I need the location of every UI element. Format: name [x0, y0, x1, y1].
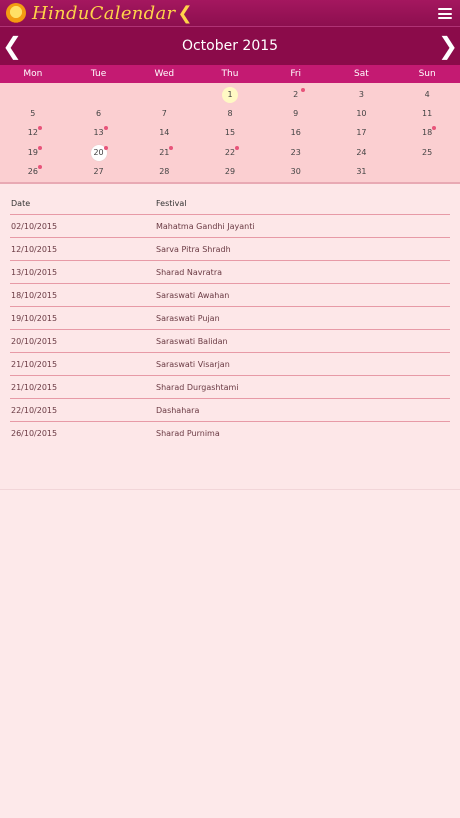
festival-dot-icon — [38, 165, 42, 169]
festival-date: 19/10/2015 — [11, 313, 58, 323]
calendar-day-number: 21 — [156, 145, 172, 161]
calendar-day-number: 10 — [356, 109, 367, 119]
calendar-grid — [0, 83, 460, 184]
hamburger-menu-icon[interactable] — [438, 8, 452, 19]
calendar-day[interactable] — [394, 143, 460, 162]
calendar-day-number: 25 — [422, 147, 433, 157]
calendar-day-number: 17 — [356, 128, 367, 138]
calendar-day-number: 4 — [424, 89, 430, 99]
weekday-sat: Sat — [354, 69, 369, 79]
festival-date: 18/10/2015 — [11, 290, 58, 300]
calendar-day-number: 1 — [222, 87, 238, 103]
calendar-day-number: 26 — [25, 164, 41, 180]
festival-name: Saraswati Visarjan — [156, 359, 230, 369]
festival-date: 22/10/2015 — [11, 405, 58, 415]
calendar-day-number: 12 — [25, 125, 41, 141]
ganesha-logo-icon — [6, 3, 26, 23]
festival-date: 12/10/2015 — [11, 244, 58, 254]
calendar-day[interactable] — [329, 104, 395, 123]
festival-row[interactable] — [10, 261, 450, 284]
festival-name: Sarva Pitra Shradh — [156, 244, 231, 254]
festival-dot-icon — [38, 126, 42, 130]
weekday-header — [0, 65, 460, 83]
festival-dot-icon — [104, 146, 108, 150]
festival-row[interactable] — [10, 215, 450, 238]
weekday-sun: Sun — [418, 69, 436, 79]
calendar-day[interactable] — [263, 104, 329, 123]
festival-dot-icon — [301, 88, 305, 92]
calendar-day-number: 3 — [358, 89, 364, 99]
calendar-day[interactable] — [131, 143, 197, 162]
calendar-day-number: 23 — [290, 147, 301, 157]
calendar-empty-cell — [131, 85, 197, 104]
calendar-day[interactable] — [131, 104, 197, 123]
calendar-day[interactable] — [66, 163, 132, 182]
month-navigation-bar — [0, 26, 460, 65]
next-month-button[interactable]: ❯ — [437, 32, 459, 60]
calendar-day[interactable] — [0, 104, 66, 123]
calendar-day-number: 20 — [91, 145, 107, 161]
calendar-day-number: 2 — [288, 87, 304, 103]
calendar-day-number: 14 — [159, 128, 170, 138]
festival-row[interactable] — [10, 399, 450, 422]
weekday-thu: Thu — [221, 69, 239, 79]
calendar-day[interactable] — [131, 163, 197, 182]
calendar-day-number: 6 — [96, 109, 102, 119]
calendar-day[interactable] — [329, 163, 395, 182]
calendar-day-number: 11 — [422, 109, 433, 119]
calendar-empty-cell — [66, 85, 132, 104]
weekday-mon: Mon — [23, 69, 43, 79]
festival-name: Saraswati Awahan — [156, 290, 230, 300]
calendar-day-number: 18 — [419, 125, 435, 141]
calendar-day-number: 28 — [159, 167, 170, 177]
chevron-left-icon[interactable]: ❮ — [177, 2, 193, 24]
calendar-day[interactable] — [197, 124, 263, 143]
calendar-day-number: 27 — [93, 167, 104, 177]
festival-row[interactable] — [10, 330, 450, 353]
calendar-day[interactable] — [394, 104, 460, 123]
festival-date: 02/10/2015 — [11, 221, 58, 231]
festival-dot-icon — [235, 146, 239, 150]
festival-row[interactable] — [10, 238, 450, 261]
festival-rows — [10, 215, 450, 444]
festival-row[interactable] — [10, 376, 450, 399]
festival-name: Sharad Purnima — [156, 428, 220, 438]
festival-row[interactable] — [10, 353, 450, 376]
top-bar — [0, 0, 460, 26]
date-column-header: Date — [11, 198, 31, 208]
calendar-day[interactable] — [131, 124, 197, 143]
festival-date: 21/10/2015 — [11, 382, 58, 392]
calendar-empty-cell — [394, 163, 460, 182]
calendar-day[interactable] — [197, 163, 263, 182]
festival-name: Saraswati Pujan — [156, 313, 220, 323]
calendar-day-number: 15 — [224, 128, 236, 138]
festival-table-header — [10, 192, 450, 215]
festival-column-header: Festival — [156, 198, 187, 208]
calendar-day-number: 5 — [30, 109, 36, 119]
calendar-day[interactable] — [66, 143, 132, 162]
calendar-day[interactable] — [0, 163, 66, 182]
calendar-day-number: 8 — [227, 109, 233, 119]
month-title: October 2015 — [181, 38, 279, 54]
calendar-day-number: 7 — [161, 109, 167, 119]
calendar-empty-cell — [0, 85, 66, 104]
calendar-day[interactable] — [0, 124, 66, 143]
calendar-day[interactable] — [0, 143, 66, 162]
festival-dot-icon — [38, 146, 42, 150]
calendar-day[interactable] — [394, 124, 460, 143]
calendar-day-number: 22 — [222, 145, 238, 161]
calendar-day-number: 16 — [290, 128, 301, 138]
calendar-day[interactable] — [66, 124, 132, 143]
calendar-day[interactable] — [329, 124, 395, 143]
festival-date: 21/10/2015 — [11, 359, 58, 369]
festival-row[interactable] — [10, 284, 450, 307]
calendar-day-number: 24 — [356, 147, 367, 157]
calendar-day-number: 19 — [25, 145, 41, 161]
calendar-day[interactable] — [197, 143, 263, 162]
festival-row[interactable] — [10, 422, 450, 444]
calendar-day[interactable] — [394, 85, 460, 104]
calendar-day[interactable] — [263, 124, 329, 143]
calendar-day[interactable] — [197, 104, 263, 123]
app-title: HinduCalendar — [32, 2, 176, 24]
festival-date: 13/10/2015 — [11, 267, 58, 277]
festival-name: Sharad Navratra — [156, 267, 223, 277]
weekday-tue: Tue — [90, 69, 107, 79]
calendar-day-number: 30 — [290, 167, 301, 177]
calendar-day[interactable] — [263, 163, 329, 182]
calendar-day[interactable] — [197, 85, 263, 104]
festival-name: Mahatma Gandhi Jayanti — [156, 221, 255, 231]
calendar-day[interactable] — [329, 85, 395, 104]
calendar-day[interactable] — [263, 143, 329, 162]
calendar-day[interactable] — [329, 143, 395, 162]
festival-dot-icon — [169, 146, 173, 150]
weekday-wed: Wed — [154, 69, 175, 79]
festival-table — [0, 184, 460, 444]
festival-name: Sharad Durgashtami — [156, 382, 239, 392]
calendar-day[interactable] — [263, 85, 329, 104]
previous-month-button[interactable]: ❮ — [1, 32, 23, 60]
calendar-day-number: 31 — [356, 167, 367, 177]
festival-dot-icon — [104, 126, 108, 130]
festival-name: Dashahara — [156, 405, 200, 415]
festival-name: Saraswati Balidan — [156, 336, 228, 346]
calendar-day[interactable] — [66, 104, 132, 123]
calendar-day-number: 13 — [91, 125, 107, 141]
festival-date: 20/10/2015 — [11, 336, 58, 346]
festival-date: 26/10/2015 — [11, 428, 58, 438]
festival-row[interactable] — [10, 307, 450, 330]
calendar-day-number: 9 — [293, 109, 299, 119]
empty-content-area — [0, 489, 460, 818]
weekday-fri: Fri — [290, 69, 302, 79]
calendar-day-number: 29 — [224, 167, 236, 177]
festival-dot-icon — [432, 126, 436, 130]
